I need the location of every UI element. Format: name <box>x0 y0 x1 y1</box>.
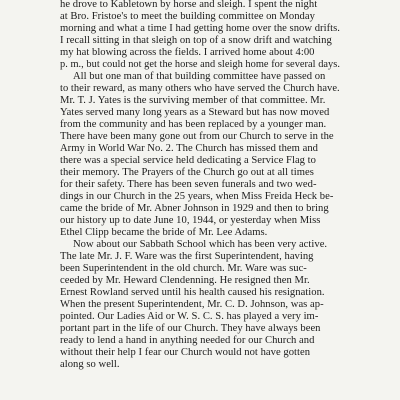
text-line: Mr. T. J. Yates is the surviving member of that committee. Mr. <box>60 95 326 106</box>
text-line: without their help I fear our Church would not have gotten <box>60 347 311 358</box>
text-line: Army in World War No. 2. The Church has missed them and <box>60 143 318 154</box>
text-line: their memory. The Prayers of the Church go out at all times <box>60 167 314 178</box>
text-line: Ernest Rowland served until his health caused his resignation. <box>60 287 325 298</box>
text-line: been Superintendent in the old church. Mr. Ware was suc- <box>60 263 307 274</box>
text-line: I recall sitting in that sleigh on top of a snow drift and watching <box>60 35 332 46</box>
text-line: to their reward, as many others who have served the Church have. <box>60 83 340 94</box>
text-line: All but one man of that building committee have passed on <box>73 71 326 82</box>
text-line: Ethel Clipp became the bride of Mr. Lee Adams. <box>60 227 268 238</box>
text-line: morning and what a time I had getting home over the snow drifts. <box>60 23 340 34</box>
text-line: came the bride of Mr. Abner Johnson in 1929 and then to bring <box>60 203 329 214</box>
text-line: our history up to date June 10, 1944, or yesterday when Miss <box>60 215 321 226</box>
text-line: dings in our Church in the 25 years, when Miss Freida Heck be- <box>60 191 334 202</box>
text-line: p. m., but could not get the horse and sleigh home for several days. <box>60 59 340 70</box>
text-line: Now about our Sabbath School which has been very active. <box>73 239 328 250</box>
text-line: along so well. <box>60 359 120 370</box>
text-line: portant part in the life of our Church. They have always been <box>60 323 321 334</box>
text-line: The late Mr. J. F. Ware was the first Superintendent, having <box>60 251 314 262</box>
text-line: ceeded by Mr. Heward Clendenning. He resigned then Mr. <box>60 275 310 286</box>
text-line: from the community and has been replaced by a younger man. <box>60 119 327 130</box>
text-line: for their safety. There has been seven funerals and two wed- <box>60 179 317 190</box>
text-line: When the present Superintendent, Mr. C. D. Johnson, was ap- <box>60 299 324 310</box>
text-line: there was a special service held dedicating a Service Flag to <box>60 155 316 166</box>
text-line: at Bro. Fristoe's to meet the building committee on Monday <box>60 11 315 22</box>
text-line: ready to lend a hand in anything needed for our Church and <box>60 335 315 346</box>
text-line: There have been many gone out from our Church to serve in the <box>60 131 334 142</box>
text-line: Yates served many long years as a Steward but has now moved <box>60 107 330 118</box>
text-line: he drove to Kabletown by horse and sleigh. I spent the night <box>60 0 318 10</box>
text-line: pointed. Our Ladies Aid or W. S. C. S. has played a very im- <box>60 311 319 322</box>
text-line: my hat blowing across the fields. I arrived home about 4:00 <box>60 47 315 58</box>
